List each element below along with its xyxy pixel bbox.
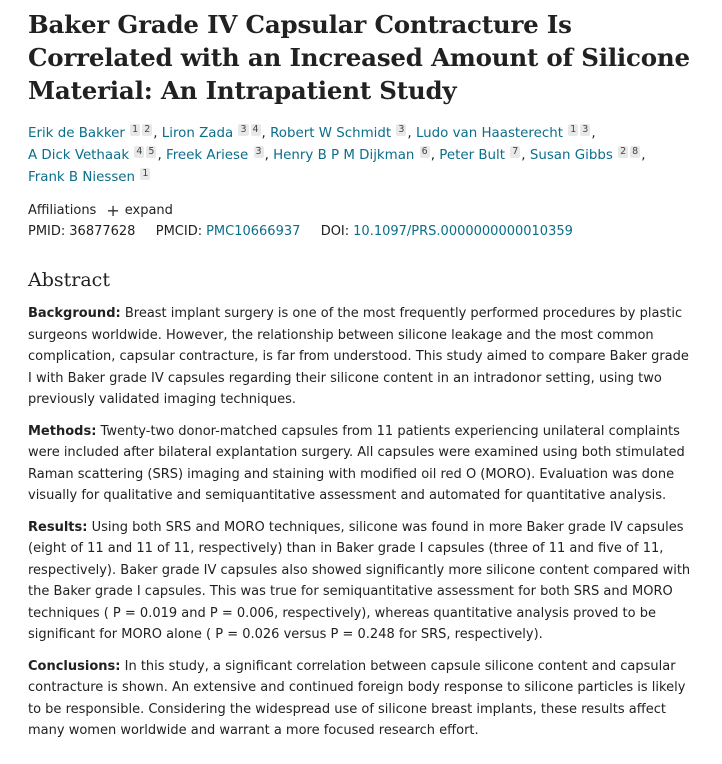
affiliation-number-link[interactable]: 3 (582, 124, 589, 135)
affiliations-row (28, 203, 692, 218)
authors-list (28, 123, 692, 189)
affiliation-number-link[interactable]: 4 (136, 146, 143, 157)
identifiers-row (28, 224, 692, 239)
author-separator: , (591, 126, 596, 141)
affiliation-number-link[interactable]: 4 (252, 124, 259, 135)
plus-icon: + (106, 201, 120, 220)
affiliation-number-link[interactable]: 3 (240, 124, 247, 135)
affiliations-expand-button[interactable] (106, 203, 173, 218)
doi-label: DOI: (320, 224, 350, 239)
affiliation-number-link[interactable]: 1 (570, 124, 577, 135)
pmcid-label: PMCID: (155, 224, 203, 239)
author-link[interactable]: Liron Zada (161, 126, 234, 141)
abstract-heading: Abstract (28, 269, 110, 291)
author-link[interactable]: Robert W Schmidt (270, 126, 392, 141)
affiliation-number-link[interactable]: 2 (620, 146, 627, 157)
affiliations-label: Affiliations (28, 203, 97, 218)
affiliation-number-link[interactable]: 8 (632, 146, 639, 157)
affiliation-number-link[interactable]: 3 (398, 124, 405, 135)
author-separator: , (261, 126, 266, 141)
section-text: Twenty-two donor-matched capsules from 11 patients experiencing unilateral complaints were included after bilateral explantation surgery. All capsules were examined using both stimulated Raman scattering (SRS) imaging and staining with modified oil red O (MORO). Evaluation was done visually for qualitative and semiquantitative assessment and automated for quantitative analysis. (28, 423, 685, 503)
affiliation-number-link[interactable]: 3 (255, 146, 262, 157)
abstract-section-conclusions (28, 656, 692, 742)
author-link[interactable]: Freek Ariese (165, 148, 249, 163)
author-link[interactable]: Henry B P M Dijkman (273, 148, 415, 163)
author-separator: , (430, 148, 435, 163)
affiliation-number-link[interactable]: 6 (421, 146, 428, 157)
author-link[interactable]: Susan Gibbs (529, 148, 613, 163)
pmcid-link[interactable]: PMC10666937 (206, 224, 301, 239)
affiliation-number-link[interactable]: 7 (512, 146, 519, 157)
author-link[interactable]: Erik de Bakker (28, 126, 125, 141)
article-title: Baker Grade IV Capsular Contracture Is Correlated with an Increased Amount of Silicone Material: An Intrapatient Study (28, 10, 690, 105)
author-separator: , (641, 148, 646, 163)
pmid-label: PMID: (28, 224, 66, 239)
section-label: Methods: (28, 423, 97, 439)
section-text: Using both SRS and MORO techniques, silicone was found in more Baker grade IV capsules (eight of 11 and 11 of 11, respectively) than in Baker grade I capsules (three of 11 and five of 11, respectively). Baker grade IV capsules also showed significantly more silicone content compared with the Baker grade I capsules. This was true for semiquantitative assessment for both SRS and MORO techniques ( P = 0.019 and P = 0.006, respectively), whereas quantitative analysis proved to be significant for MORO alone ( P = 0.026 versus P = 0.248 for SRS, respectively). (28, 519, 691, 642)
pmid-value: 36877628 (69, 224, 136, 239)
author-separator: , (153, 126, 158, 141)
affiliation-number-link[interactable]: 1 (132, 124, 139, 135)
affiliation-number-link[interactable]: 1 (142, 168, 149, 179)
author-link[interactable]: Ludo van Haasterecht (415, 126, 563, 141)
author-link[interactable]: Frank B Niessen (28, 170, 136, 185)
expand-label: expand (124, 203, 173, 218)
author-separator: , (407, 126, 412, 141)
abstract-section-background (28, 303, 692, 411)
section-label: Conclusions: (28, 658, 121, 674)
abstract-section-methods (28, 421, 692, 507)
section-label: Results: (28, 519, 88, 535)
affiliation-number-link[interactable]: 2 (144, 124, 151, 135)
author-separator: , (157, 148, 162, 163)
affiliation-number-link[interactable]: 5 (148, 146, 155, 157)
section-text: In this study, a significant correlation between capsule silicone content and capsular contracture is shown. An extensive and continued foreign body response to silicone particles is likely to be responsible. Considering the widespread use of silicone breast implants, these results affect many women worldwide and warrant a more focused research effort. (28, 658, 686, 738)
author-separator: , (521, 148, 526, 163)
section-text: Breast implant surgery is one of the most frequently performed procedures by plastic surgeons worldwide. However, the relationship between silicone leakage and the most common complication, capsular contracture, is far from understood. This study aimed to compare Baker grade I with Baker grade IV capsules regarding their silicone content in an intradonor setting, using two previously validated imaging techniques. (28, 306, 689, 407)
section-label: Background: (28, 306, 121, 321)
doi-link[interactable]: 10.1097/PRS.0000000000010359 (353, 224, 573, 239)
abstract-section-results (28, 517, 692, 646)
author-separator: , (264, 148, 269, 163)
author-link[interactable]: A Dick Vethaak (28, 148, 130, 163)
abstract-body (28, 303, 692, 742)
author-link[interactable]: Peter Bult (439, 148, 505, 163)
